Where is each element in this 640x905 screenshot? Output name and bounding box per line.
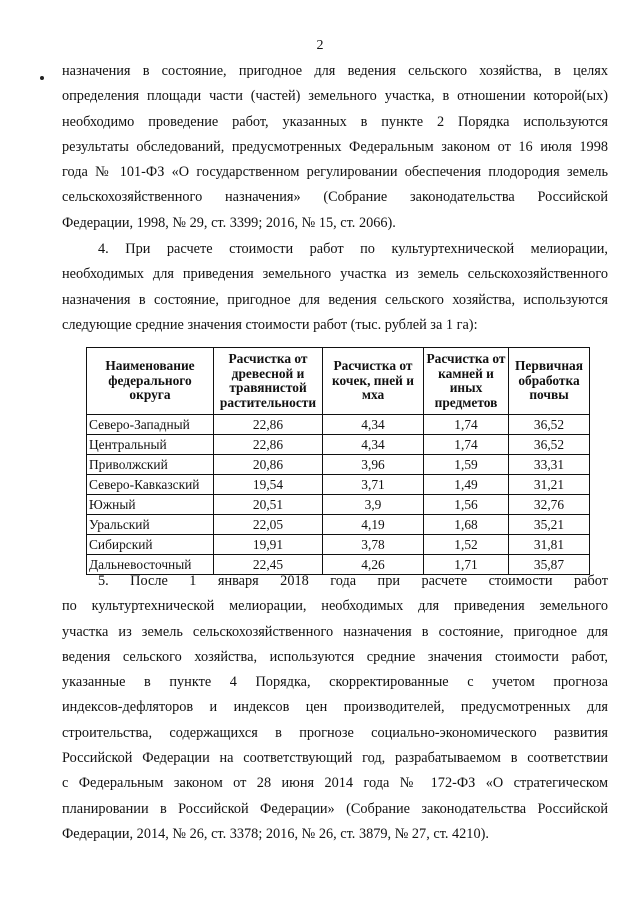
cost-value-cell: 22,05 xyxy=(214,515,323,535)
cost-value-cell: 4,19 xyxy=(323,515,424,535)
header-woody-clearing: Расчистка от древесной и травянистой растительности xyxy=(214,348,323,415)
cost-value-cell: 22,45 xyxy=(214,555,323,575)
text-line: сельскохозяйственного назначения» (Собрание законодательства Российской xyxy=(62,189,608,206)
cost-value-cell: 36,52 xyxy=(509,415,590,435)
cost-value-cell: 35,21 xyxy=(509,515,590,535)
text-line: Федерации, 2014, № 26, ст. 3378; 2016, № 26, ст. 3879, № 27, ст. 4210). xyxy=(62,825,489,842)
text-line: 4. При расчете стоимости работ по культуртехнической мелиорации, xyxy=(98,241,608,257)
cost-value-cell: 20,51 xyxy=(214,495,323,515)
cost-value-cell: 3,78 xyxy=(323,535,424,555)
page-number: 2 xyxy=(316,38,324,53)
table-header-row xyxy=(87,348,590,415)
text-line: назначения в состояние, пригодное для ведения сельского хозяйства, используются xyxy=(62,291,608,308)
header-primary-tillage: Первичная обработка почвы xyxy=(509,348,590,415)
cost-value-cell: 31,21 xyxy=(509,475,590,495)
district-name-cell: Уральский xyxy=(87,515,214,535)
cost-value-cell: 4,26 xyxy=(323,555,424,575)
district-name-cell: Дальневосточный xyxy=(87,555,214,575)
header-district: Наименование федерального округа xyxy=(87,348,214,415)
cost-value-cell: 3,71 xyxy=(323,475,424,495)
text-line: следующие средние значения стоимости работ (тыс. рублей за 1 га): xyxy=(62,316,478,333)
cost-value-cell: 19,91 xyxy=(214,535,323,555)
district-name-cell: Приволжский xyxy=(87,455,214,475)
table-row xyxy=(87,415,590,435)
text-line: назначения в состояние, пригодное для ведения сельского хозяйства, в целях xyxy=(62,63,608,79)
text-line: участка из земель сельскохозяйственного назначения в состояние, пригодное для xyxy=(62,623,608,640)
text-line: с Федеральным законом от 28 июня 2014 года № 172-ФЗ «О стратегическом xyxy=(62,775,608,792)
cost-value-cell: 32,76 xyxy=(509,495,590,515)
district-name-cell: Центральный xyxy=(87,435,214,455)
text-line: индексов-дефляторов и индексов цен производителей, предусмотренных для xyxy=(62,699,608,716)
paragraph-4 xyxy=(62,237,608,338)
district-name-cell: Северо-Западный xyxy=(87,415,214,435)
text-line: Федерации, 1998, № 29, ст. 3399; 2016, № 15, ст. 2066). xyxy=(62,214,396,231)
cost-value-cell: 33,31 xyxy=(509,455,590,475)
paragraph-5 xyxy=(62,569,608,847)
header-stone-clearing: Расчистка от камней и иных предметов xyxy=(424,348,509,415)
text-line: 5. После 1 января 2018 года при расчете стоимости работ xyxy=(98,573,608,589)
text-line: необходимых для приведения земельного участка из земель сельскохозяйственного xyxy=(62,266,608,283)
table-row xyxy=(87,455,590,475)
district-name-cell: Сибирский xyxy=(87,535,214,555)
cost-value-cell: 35,87 xyxy=(509,555,590,575)
paragraph-continued xyxy=(62,59,608,236)
text-line: указанные в пункте 4 Порядка, скорректированные с учетом прогноза xyxy=(62,674,608,691)
cost-value-cell: 1,71 xyxy=(424,555,509,575)
cost-value-cell: 3,9 xyxy=(323,495,424,515)
margin-mark xyxy=(40,76,44,80)
cost-value-cell: 22,86 xyxy=(214,435,323,455)
text-line: результаты обследований, предусмотренных Федеральным законом от 16 июля 1998 xyxy=(62,138,608,155)
cost-value-cell: 20,86 xyxy=(214,455,323,475)
cost-value-cell: 1,52 xyxy=(424,535,509,555)
table-row xyxy=(87,515,590,535)
table-row xyxy=(87,495,590,515)
text-line: ведения сельского хозяйства, используются средние значения стоимости работ, xyxy=(62,648,608,665)
text-line: планировании в Российской Федерации» (Собрание законодательства Российской xyxy=(62,800,608,817)
cost-value-cell: 31,81 xyxy=(509,535,590,555)
cost-value-cell: 4,34 xyxy=(323,435,424,455)
header-hummock-clearing: Расчистка от кочек, пней и мха xyxy=(323,348,424,415)
cost-value-cell: 1,56 xyxy=(424,495,509,515)
table-row xyxy=(87,535,590,555)
text-line: строительства, содержащихся в прогнозе социально-экономического развития xyxy=(62,724,608,741)
table-row xyxy=(87,475,590,495)
cost-value-cell: 1,74 xyxy=(424,415,509,435)
text-line: года № 101-ФЗ «О государственном регулировании обеспечения плодородия земель xyxy=(62,164,608,181)
district-name-cell: Южный xyxy=(87,495,214,515)
cost-value-cell: 1,49 xyxy=(424,475,509,495)
district-name-cell: Северо-Кавказский xyxy=(87,475,214,495)
cost-value-cell: 36,52 xyxy=(509,435,590,455)
cost-value-cell: 1,68 xyxy=(424,515,509,535)
cost-value-cell: 4,34 xyxy=(323,415,424,435)
text-line: определения площади части (частей) земельного участка, в отношении которой(ых) xyxy=(62,88,608,105)
cost-value-cell: 22,86 xyxy=(214,415,323,435)
text-line: необходимо проведение работ, указанных в пункте 2 Порядка используются xyxy=(62,113,608,130)
cost-value-cell: 3,96 xyxy=(323,455,424,475)
cost-value-cell: 1,59 xyxy=(424,455,509,475)
text-line: Российской Федерации на соответствующий год, разрабатываемом в соответствии xyxy=(62,750,608,767)
cost-value-cell: 19,54 xyxy=(214,475,323,495)
text-line: по культуртехнической мелиорации, необходимых для приведения земельного xyxy=(62,598,608,615)
cost-value-cell: 1,74 xyxy=(424,435,509,455)
cost-table xyxy=(86,347,590,575)
table-row xyxy=(87,435,590,455)
